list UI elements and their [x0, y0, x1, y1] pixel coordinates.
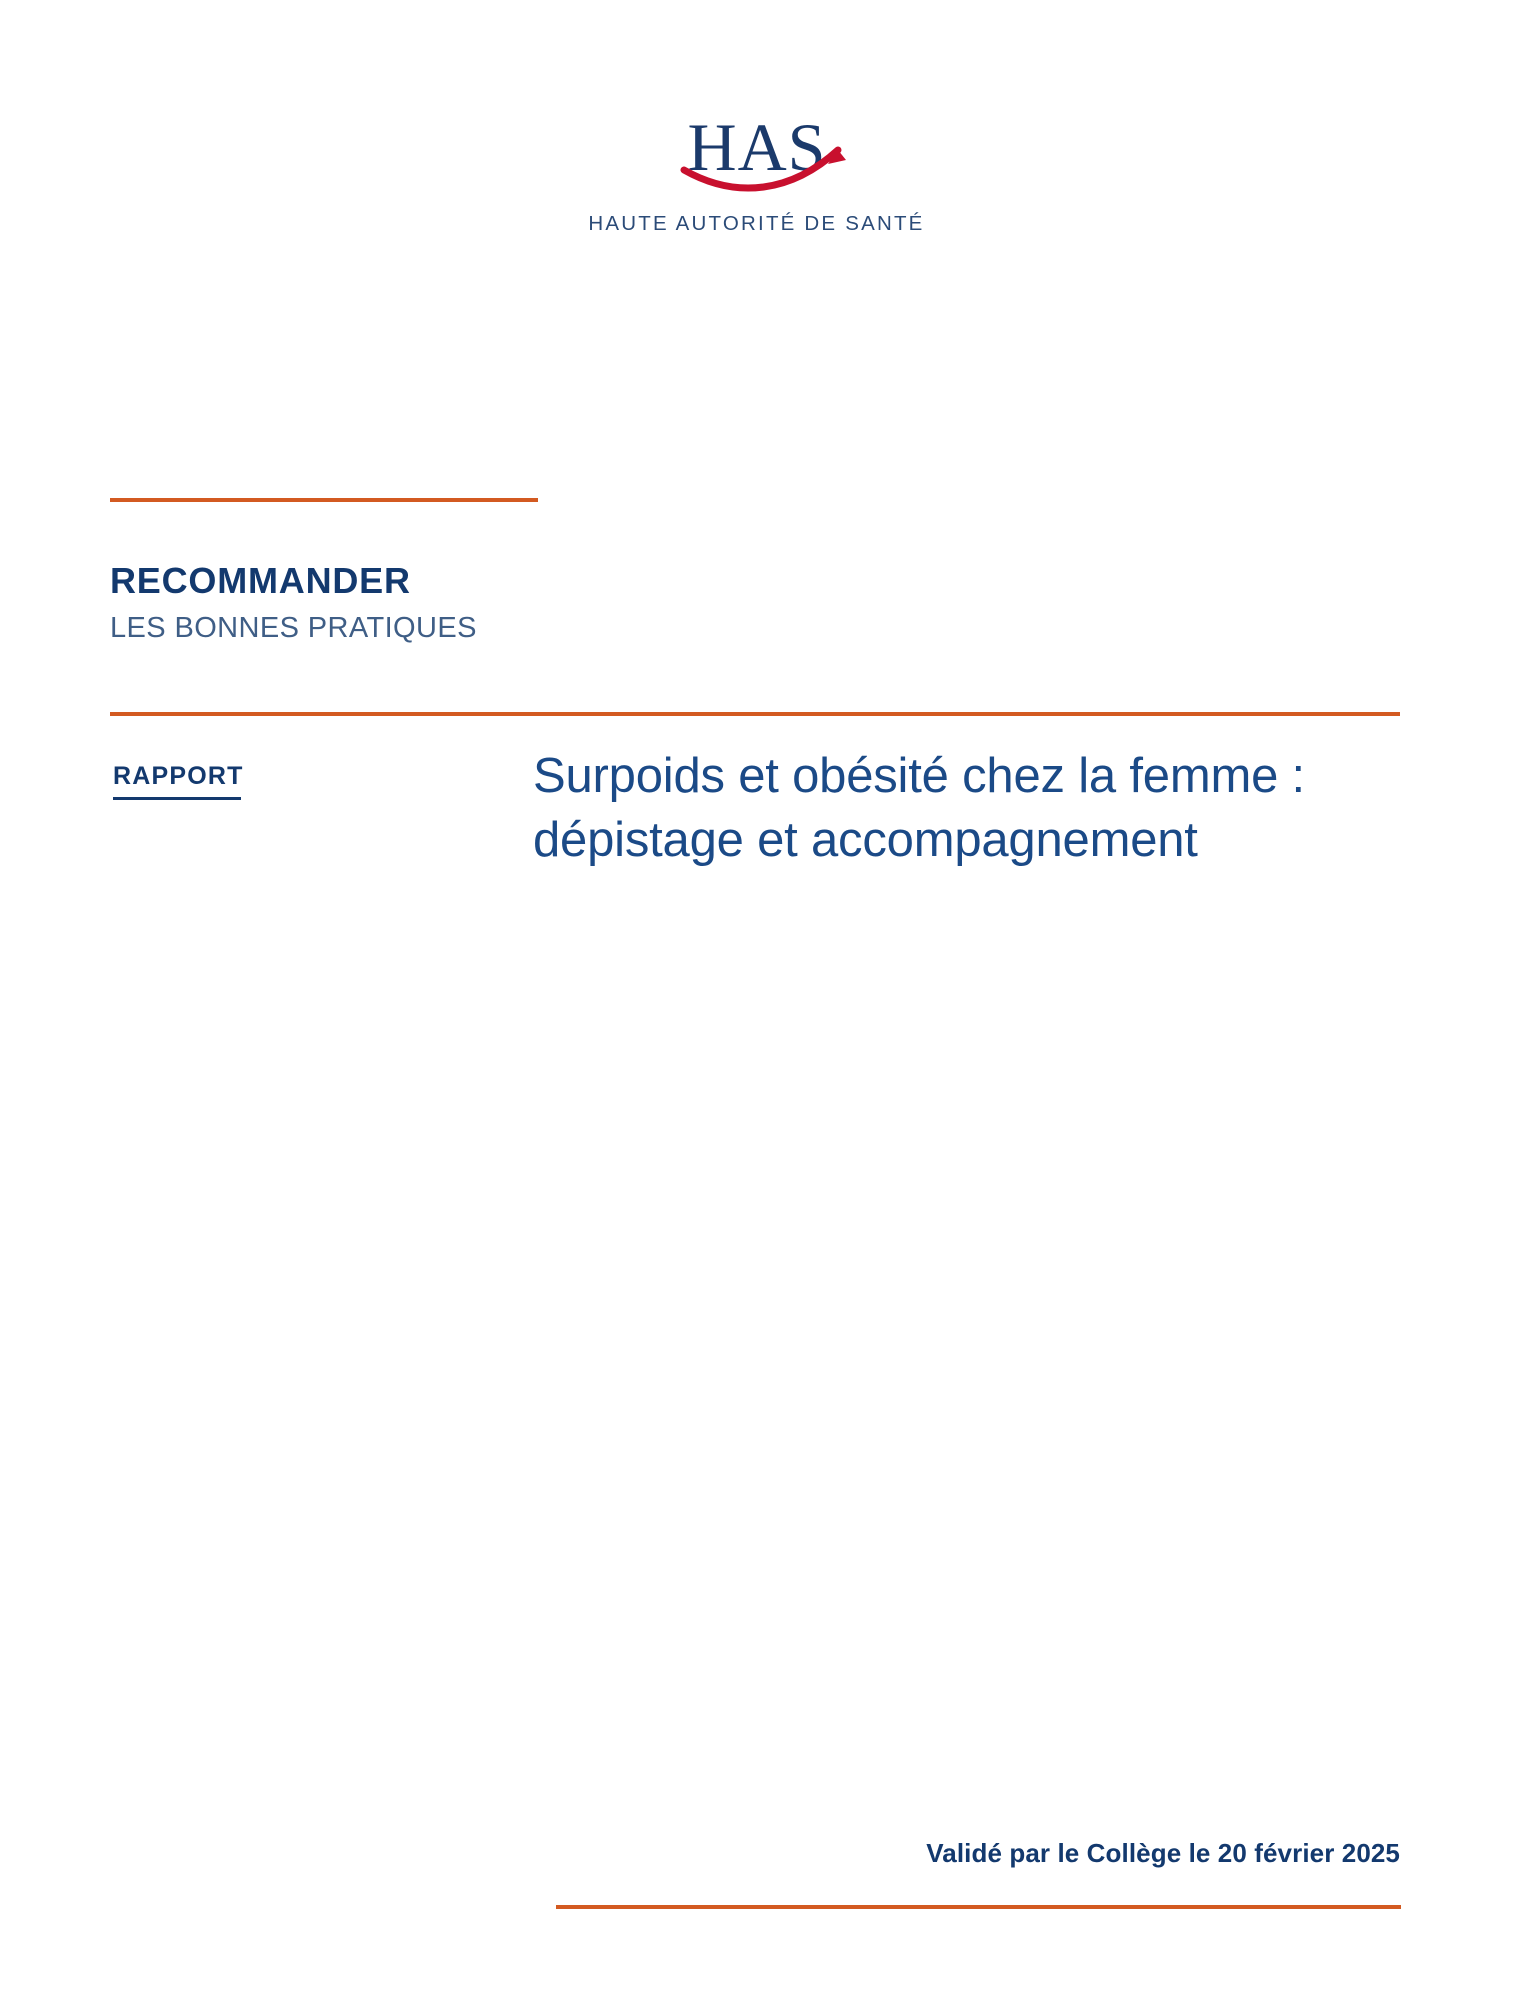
page-title: Surpoids et obésité chez la femme : dépistage et accompagnement: [533, 749, 1305, 867]
logo-subtitle: HAUTE AUTORITÉ DE SANTÉ: [588, 212, 925, 235]
has-logo-icon: [642, 108, 872, 203]
logo-block: [0, 108, 1513, 236]
divider-main-orange: [110, 712, 1400, 716]
svg-text:HAS: HAS: [686, 109, 827, 185]
divider-footer-orange: [556, 1905, 1401, 1909]
divider-top-orange: [110, 498, 538, 502]
collection-subtitle: LES BONNES PRATIQUES: [110, 612, 477, 644]
validation-statement: Validé par le Collège le 20 février 2025: [926, 1838, 1400, 1868]
collection-title: RECOMMANDER: [110, 560, 411, 601]
document-type-label: RAPPORT: [113, 762, 244, 790]
document-type-underline: [113, 797, 241, 800]
document-type-block: [113, 763, 244, 800]
